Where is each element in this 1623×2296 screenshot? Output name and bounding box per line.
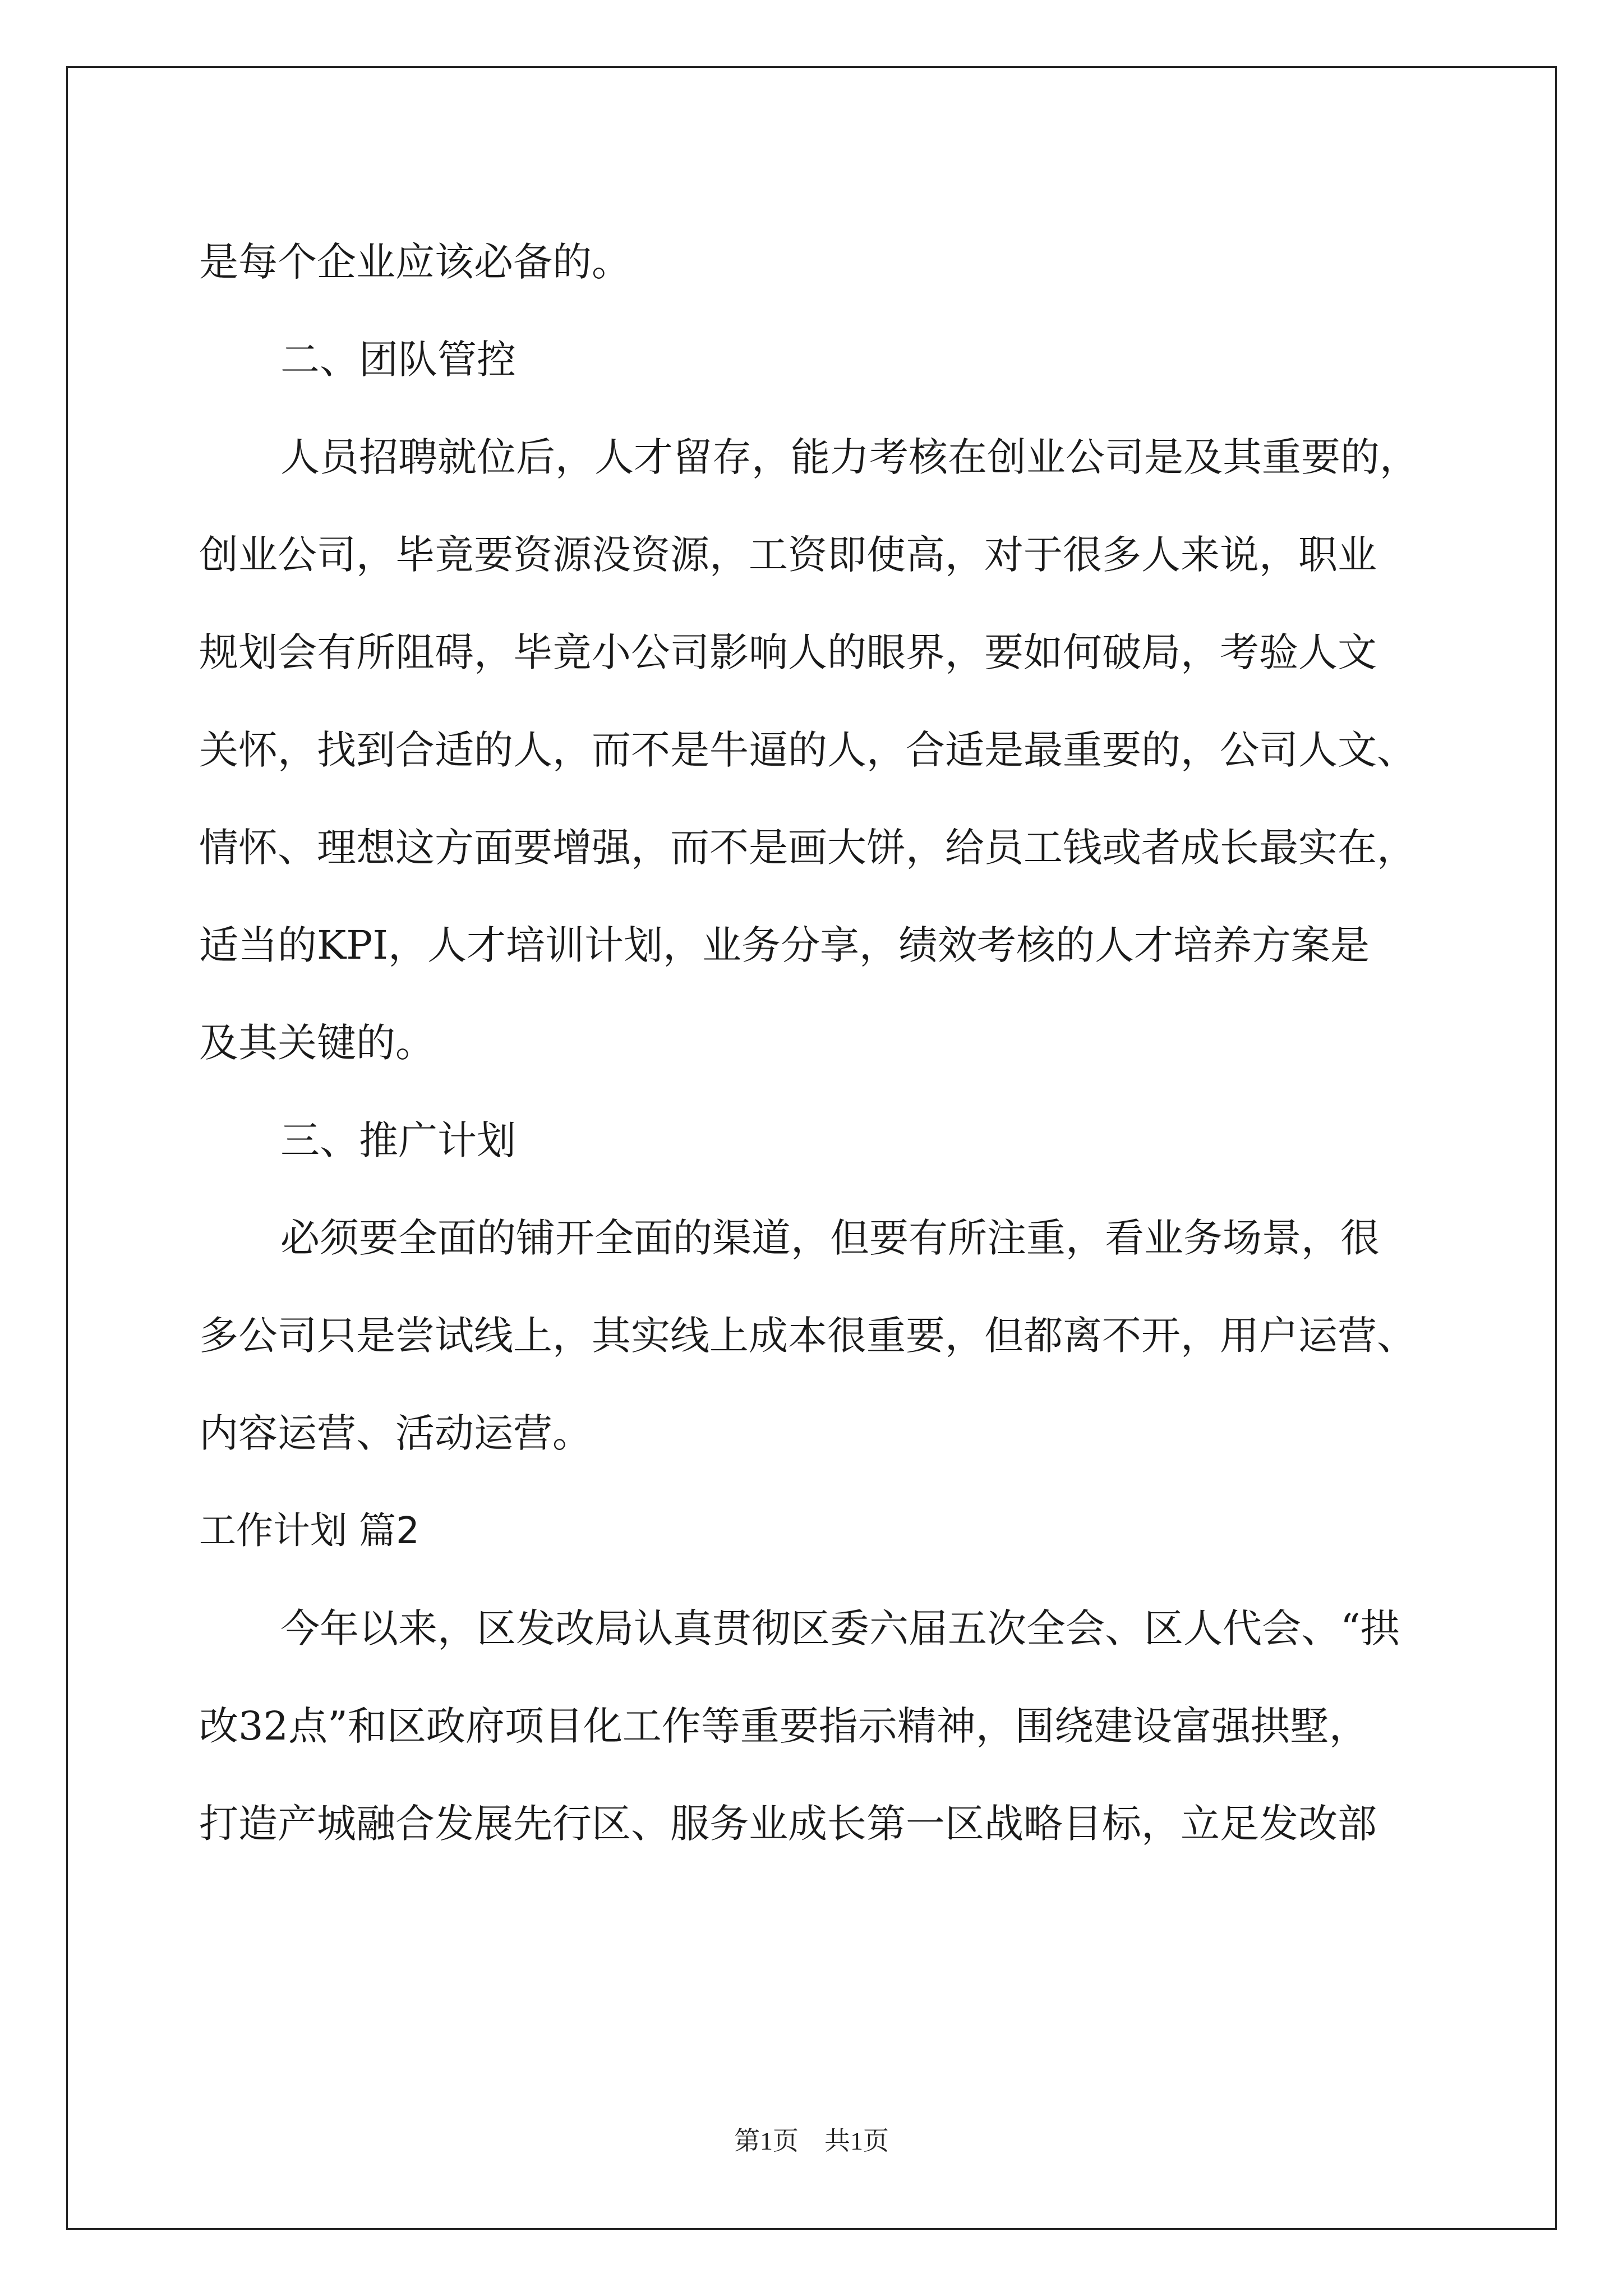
text-line: 创业公司，毕竟要资源没资源，工资即使高，对于很多人来说，职业	[199, 532, 1377, 578]
text-line: 必须要全面的铺开全面的渠道，但要有所注重，看业务场景，很	[280, 1215, 1380, 1261]
text-line: 内容运营、活动运营。	[199, 1410, 592, 1456]
text-line: 打造产城融合发展先行区、服务业成长第一区战略目标，立足发改部	[199, 1801, 1377, 1847]
document-body	[199, 213, 1438, 1872]
section-heading: 二、团队管控	[280, 337, 516, 383]
page-footer: 第1页 共1页	[734, 2127, 889, 2155]
text-line: 今年以来，区发改局认真贯彻区委六届五次全会、区人代会、“拱	[280, 1605, 1400, 1651]
text-line: 及其关键的。	[199, 1020, 435, 1066]
section-heading: 三、推广计划	[280, 1117, 516, 1163]
text-line: 情怀、理想这方面要增强，而不是画大饼，给员工钱或者成长最实在，	[199, 825, 1416, 871]
text-line: 人员招聘就位后，人才留存，能力考核在创业公司是及其重要的，	[280, 434, 1419, 480]
text-line: 规划会有所阻碍，毕竟小公司影响人的眼界，要如何破局，考验人文	[199, 629, 1377, 675]
text-line: 多公司只是尝试线上，其实线上成本很重要，但都离不开，用户运营、	[199, 1313, 1416, 1359]
text-line: 关怀，找到合适的人，而不是牛逼的人，合适是最重要的，公司人文、	[199, 727, 1416, 773]
text-line: 是每个企业应该必备的。	[199, 239, 631, 285]
article-title: 工作计划 篇2	[199, 1509, 419, 1552]
text-line: 改32点”和区政府项目化工作等重要指示精神，围绕建设富强拱墅，	[199, 1703, 1368, 1749]
text-line: 适当的KPI，人才培训计划，业务分享，绩效考核的人才培养方案是	[199, 922, 1370, 968]
